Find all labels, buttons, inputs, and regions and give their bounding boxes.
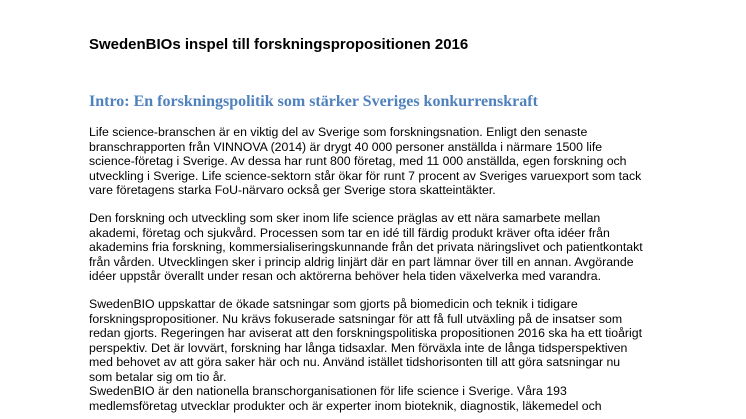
text-line: SwedenBIO är den nationella branschorganisationen för life science i Sverige. Våra 193 [89,384,567,398]
text-line: science-företag i Sverige. Av dessa har runt 800 företag, med 11 000 anställda, egen forskning och [89,154,627,169]
text-line: utveckling i Sverige. Life science-sektorn står ökar för runt 7 procent av Sveriges varuexport som tack [89,168,642,183]
text-line: medlemsföretag utvecklar produkter och är experter inom bioteknik, diagnostik, läkemedel och [89,398,602,413]
text-line: Den forskning och utveckling som sker inom life science präglas av ett nära samarbete mellan [89,211,601,225]
paragraph-about-swedenbio [89,384,689,413]
text-line: som betalar sig om tio år. [89,369,227,384]
text-line: perspektiv. Det är lovvärt, forskning har långa tidsaxlar. Men förväxla inte de långa tidsperspektiven [89,340,628,355]
text-line: från vården. Utvecklingen sker i princip aldrig linjärt där en part lämnar över till en annan. Avgörande [89,254,634,269]
document-title: SwedenBIOs inspel till forskningspropositionen 2016 [89,36,469,53]
text-line: vare företagens starka FoU-närvaro också ger Sverige stora skatteintäkter. [89,183,496,198]
text-line: branschrapporten från VINNOVA (2014) är drygt 40 000 personer anställda i närmare 1500 life [89,139,603,154]
text-line: akademins fria forskning, kommersialiseringskunnande från det privata näringslivet och patientkontakt [89,240,643,255]
paragraph-research-collaboration [89,211,689,284]
section-heading: Intro: En forskningspolitik som stärker Sveriges konkurrenskraft [89,93,538,110]
text-line: Life science-branschen är en viktig del av Sverige som forskningsnation. Enligt den senaste [89,125,588,139]
text-line: med behovet av att göra saker här och nu. Använd istället tidshorisonten till att göra satsningar nu [89,355,621,370]
paragraph-life-science-industry [89,125,689,198]
text-line: redan gjorts. Regeringen har aviserat att den forskningspolitiska propositionen 2016 ska ha ett tioårigt [89,326,643,341]
text-line: idéer uppstår överallt under resan och aktörerna behöver hela tiden växelverka med varandra. [89,269,601,284]
paragraph-investments [89,297,689,385]
text-line: SwedenBIO uppskattar de ökade satsningar som gjorts på biomedicin och teknik i tidigare [89,297,578,311]
text-line: forskningspropositioner. Nu krävs fokuserade satsningar för att få full utväxling på de insatser som [89,311,623,326]
text-line: akademi, företag och sjukvård. Processen som tar en idé till färdig produkt kräver ofta idéer från [89,225,610,240]
